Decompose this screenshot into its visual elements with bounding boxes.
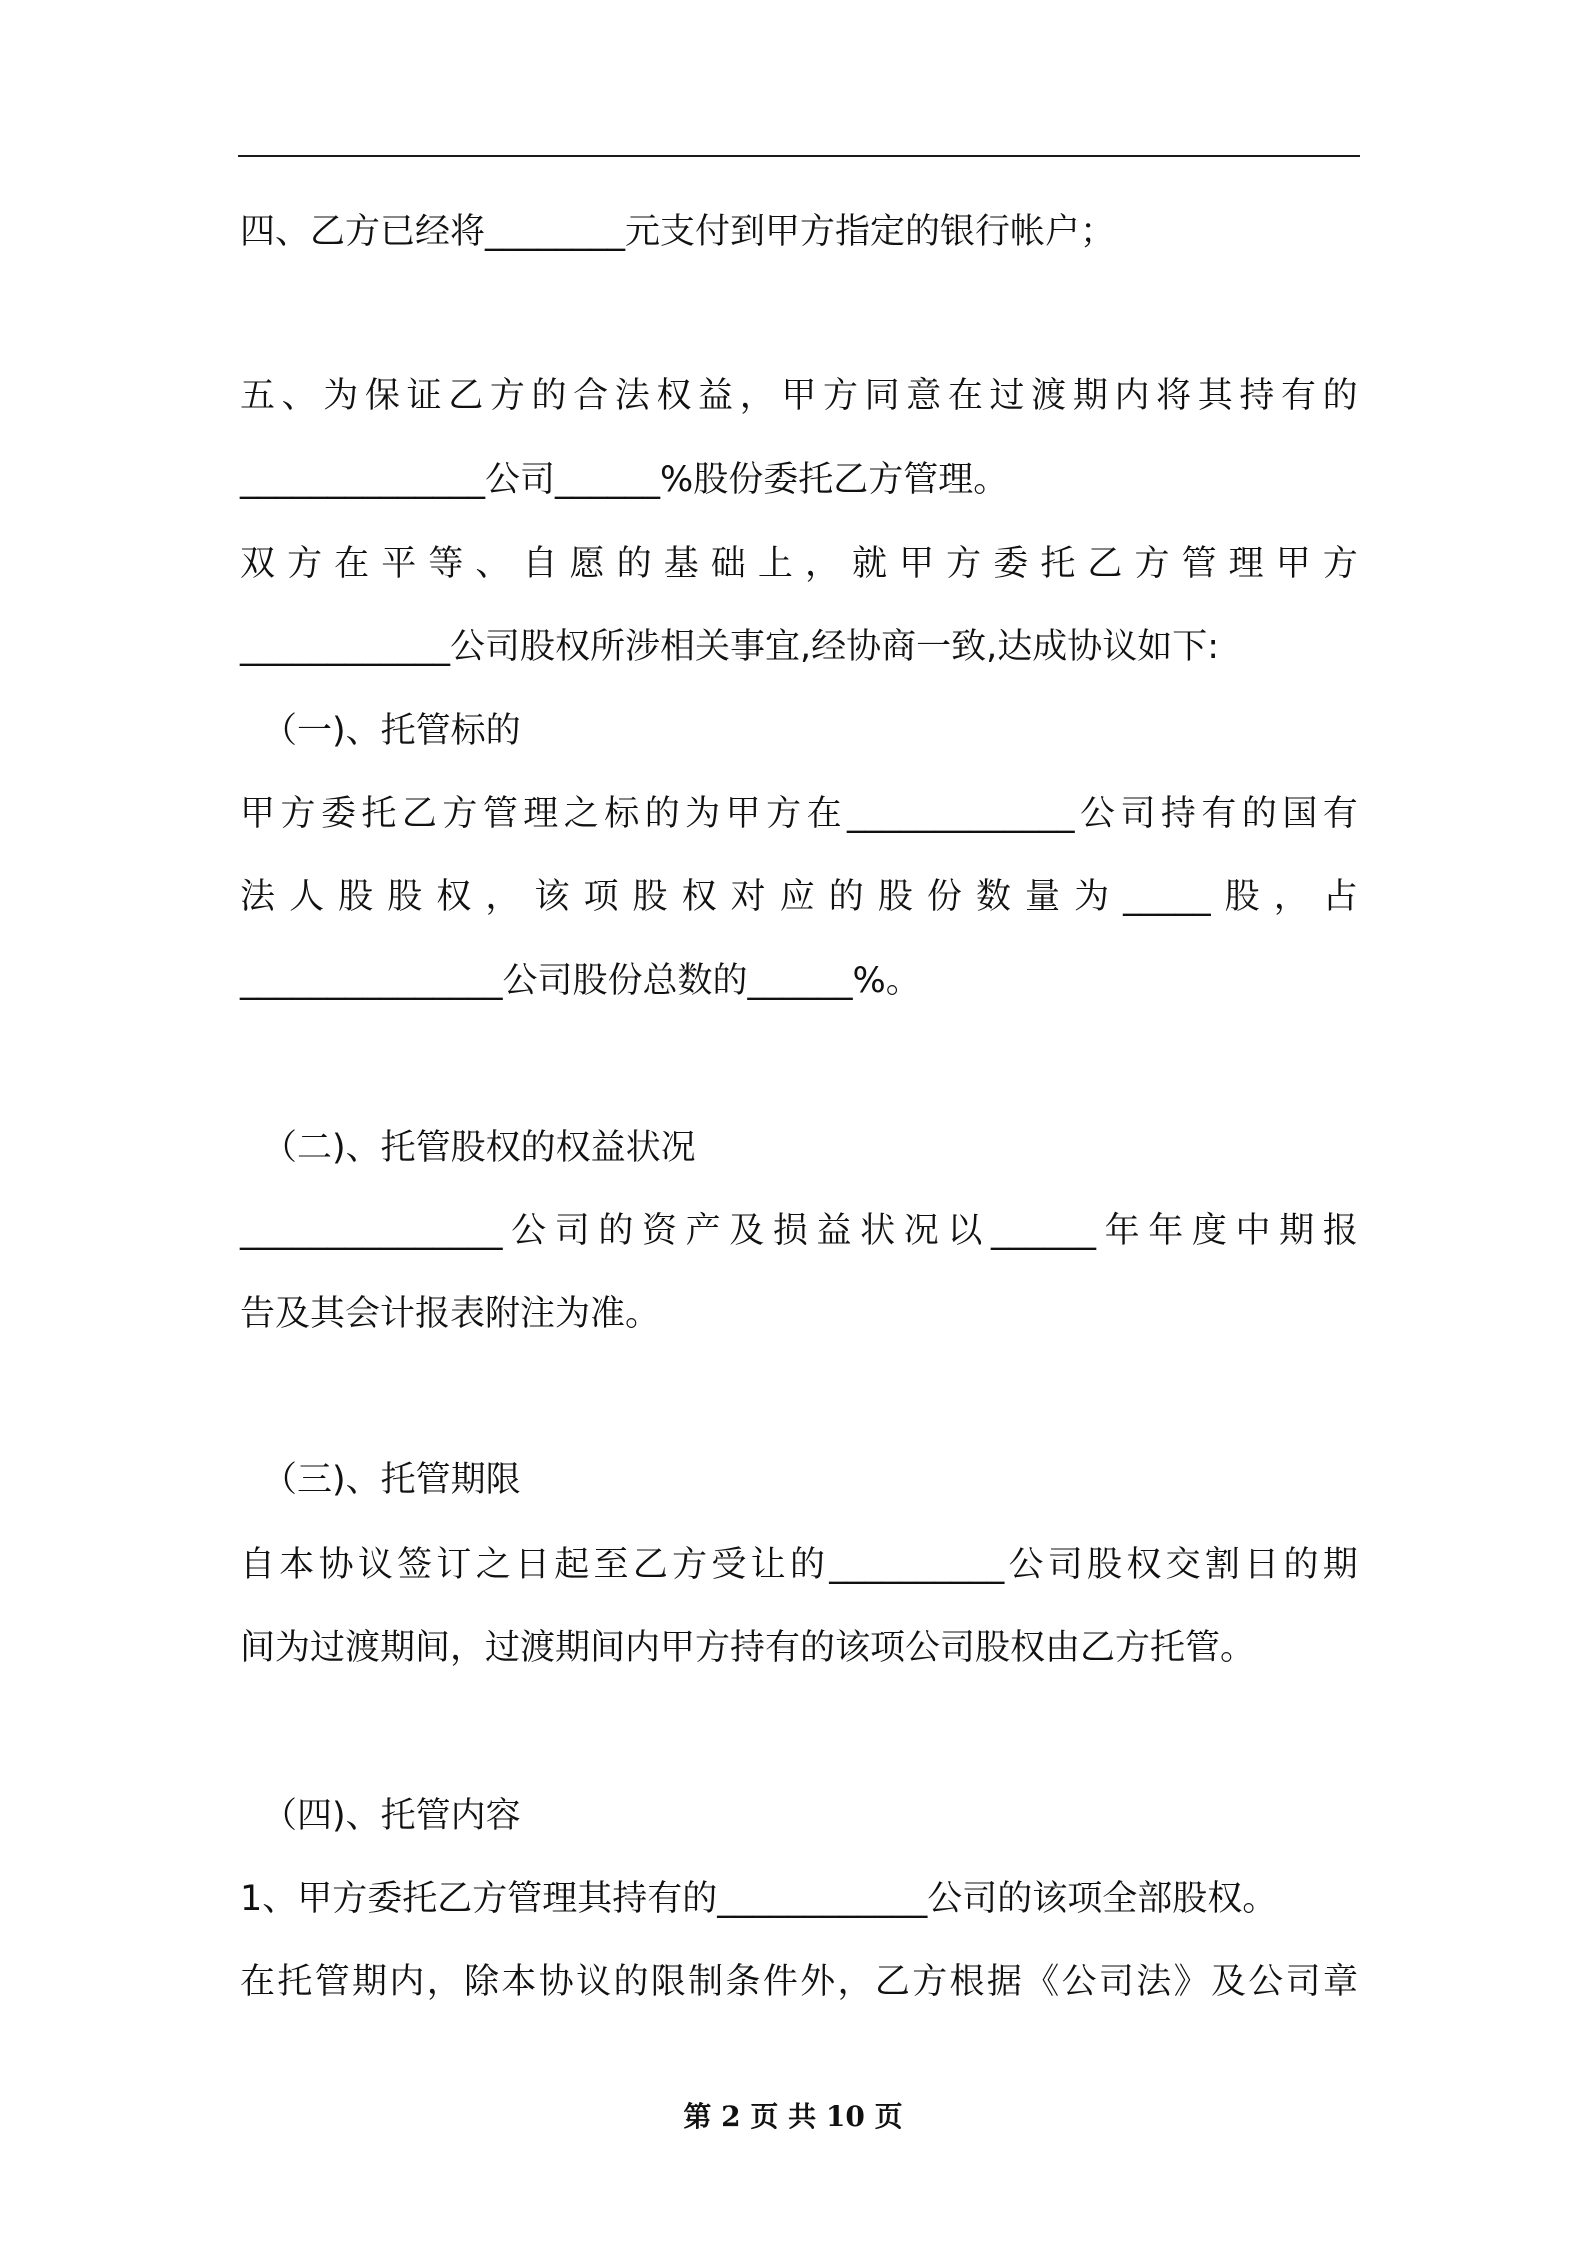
preamble-line-2: ____________公司股权所涉相关事宜,经协商一致,达成协议如下: bbox=[240, 627, 1220, 667]
section-1-line-2: 法 人 股 股 权 ， 该 项 股 权 对 应 的 股 份 数 量 为 _____ 股 ， 占 bbox=[240, 877, 1358, 917]
section-1-line-3: _______________公司股份总数的______%。 bbox=[240, 961, 921, 1001]
preamble-line-1: 双 方 在 平 等 、 自 愿 的 基 础 上 ， 就 甲 方 委 托 乙 方 管 理 甲 方 bbox=[240, 544, 1358, 584]
section-heading-3: （三)、托管期限 bbox=[262, 1460, 521, 1500]
header-rule bbox=[238, 155, 1360, 157]
page-number-footer: 第 2 页 共 10 页 bbox=[683, 2100, 903, 2133]
section-1-line-1: 甲 方 委 托 乙 方 管 理 之 标 的 为 甲 方 在 _____________ 公 司 持 有 的 国 有 bbox=[240, 794, 1358, 834]
clause-five-line-1: 五 、 为 保 证 乙 方 的 合 法 权 益 ， 甲 方 同 意 在 过 渡 期 内 将 其 持 有 的 bbox=[240, 376, 1358, 416]
section-2-line-2: 告及其会计报表附注为准。 bbox=[240, 1294, 661, 1334]
section-heading-2: （二)、托管股权的权益状况 bbox=[262, 1128, 696, 1168]
section-heading-4: （四)、托管内容 bbox=[262, 1796, 521, 1836]
section-4-line-2: 在 托 管 期 内 ， 除 本 协 议 的 限 制 条 件 外 ， 乙 方 根 据 《 公 司 法 》 及 公 司 章 bbox=[240, 1962, 1358, 2002]
clause-four: 四、乙方已经将________元支付到甲方指定的银行帐户； bbox=[240, 212, 1116, 252]
section-3-line-2: 间为过渡期间，过渡期间内甲方持有的该项公司股权由乙方托管。 bbox=[240, 1628, 1256, 1668]
section-4-line-1: 1、甲方委托乙方管理其持有的____________公司的该项全部股权。 bbox=[240, 1879, 1278, 1919]
clause-five-line-2: ______________公司______%股份委托乙方管理。 bbox=[240, 460, 1009, 500]
section-2-line-1: _______________ 公 司 的 资 产 及 损 益 状 况 以 ______ 年 年 度 中 期 报 bbox=[240, 1211, 1358, 1251]
section-heading-1: （一)、托管标的 bbox=[262, 711, 521, 751]
section-3-line-1: 自 本 协 议 签 订 之 日 起 至 乙 方 受 让 的 __________ 公 司 股 权 交 割 日 的 期 bbox=[240, 1545, 1358, 1585]
